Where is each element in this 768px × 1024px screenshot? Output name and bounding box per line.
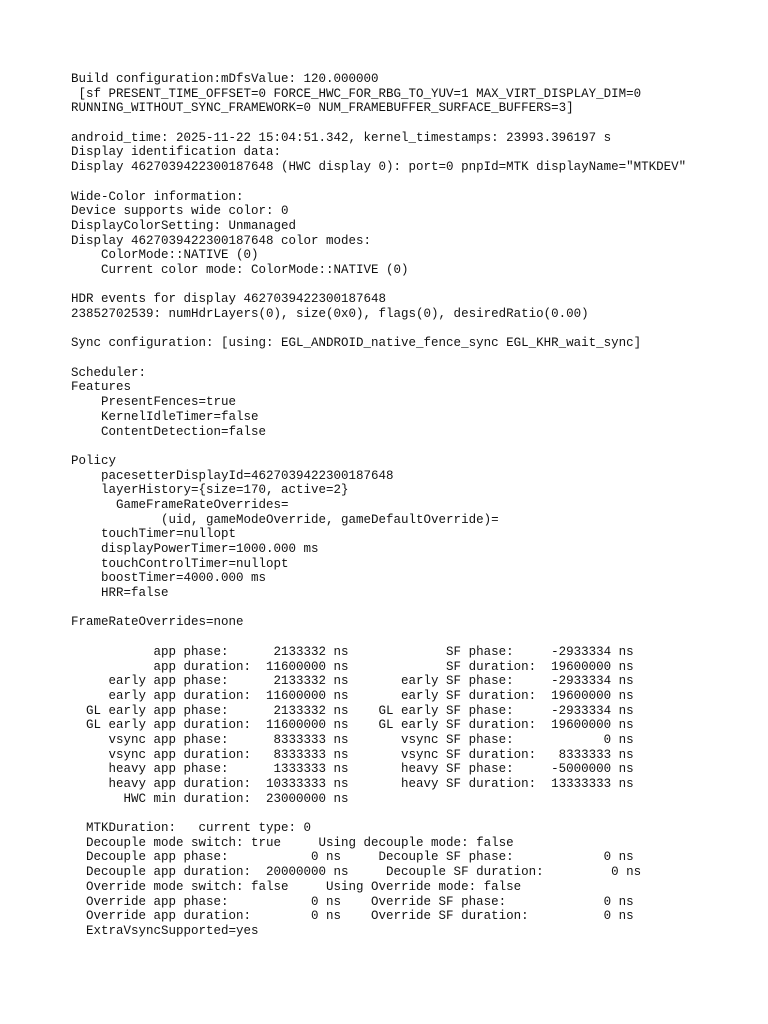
dump-line: Override mode switch: false Using Override mode: false — [71, 879, 522, 894]
dump-line: app phase: 2133332 ns SF phase: -2933334 ns — [71, 644, 634, 659]
sysdump-text — [71, 72, 686, 939]
dump-line: Display 4627039422300187648 (HWC display 0): port=0 pnpId=MTK displayName="MTKDEV" — [71, 160, 687, 175]
dump-line — [71, 439, 686, 454]
dump-line — [71, 322, 686, 337]
dump-line — [71, 116, 686, 131]
dump-line — [71, 351, 686, 366]
dump-line — [71, 806, 686, 821]
dump-line — [71, 175, 686, 190]
dump-line — [71, 630, 686, 645]
dump-line: touchControlTimer=nullopt — [71, 556, 289, 571]
dump-line: Decouple app phase: 0 ns Decouple SF phase: 0 ns — [71, 850, 634, 865]
dump-line: early app duration: 11600000 ns early SF duration: 19600000 ns — [71, 688, 634, 703]
dump-line: HDR events for display 4627039422300187648 — [71, 292, 387, 307]
dump-line: KernelIdleTimer=false — [71, 409, 259, 424]
dump-line: HRR=false — [71, 586, 169, 601]
dump-line: DisplayColorSetting: Unmanaged — [71, 218, 297, 233]
dump-line: Features — [71, 380, 132, 395]
dump-line: android_time: 2025-11-22 15:04:51.342, kernel_timestamps: 23993.396197 s — [71, 130, 612, 145]
dump-line: Override app phase: 0 ns Override SF phase: 0 ns — [71, 894, 634, 909]
dump-line: early app phase: 2133332 ns early SF phase: -2933334 ns — [71, 674, 634, 689]
dump-line: Decouple mode switch: true Using decouple mode: false — [71, 835, 514, 850]
dump-line: GL early app duration: 11600000 ns GL early SF duration: 19600000 ns — [71, 718, 634, 733]
dump-line: ColorMode::NATIVE (0) — [71, 248, 259, 263]
dump-line: GL early app phase: 2133332 ns GL early SF phase: -2933334 ns — [71, 703, 634, 718]
dump-line: Decouple app duration: 20000000 ns Decouple SF duration: 0 ns — [71, 865, 642, 880]
dump-line: [sf PRESENT_TIME_OFFSET=0 FORCE_HWC_FOR_RBG_TO_YUV=1 MAX_VIRT_DISPLAY_DIM=0 — [71, 86, 642, 101]
dump-line: Display identification data: — [71, 145, 282, 160]
dump-line: Current color mode: ColorMode::NATIVE (0) — [71, 262, 409, 277]
dump-line: vsync app duration: 8333333 ns vsync SF duration: 8333333 ns — [71, 747, 634, 762]
dump-line: PresentFences=true — [71, 395, 237, 410]
dump-line: Scheduler: — [71, 365, 147, 380]
dump-line: MTKDuration: current type: 0 — [71, 821, 312, 836]
dump-line: Sync configuration: [using: EGL_ANDROID_native_fence_sync EGL_KHR_wait_sync] — [71, 336, 642, 351]
dump-line: Build configuration:mDfsValue: 120.000000 — [71, 72, 379, 86]
dump-line: Policy — [71, 453, 117, 468]
dump-line: ContentDetection=false — [71, 424, 267, 439]
dump-line: app duration: 11600000 ns SF duration: 19600000 ns — [71, 659, 634, 674]
dump-line: FrameRateOverrides=none — [71, 615, 244, 630]
dump-line: heavy app phase: 1333333 ns heavy SF phase: -5000000 ns — [71, 762, 634, 777]
dump-line: displayPowerTimer=1000.000 ms — [71, 542, 319, 556]
dump-line: Display 4627039422300187648 color modes: — [71, 233, 372, 248]
dump-line: touchTimer=nullopt — [71, 527, 237, 542]
dump-line: Override app duration: 0 ns Override SF duration: 0 ns — [71, 909, 634, 924]
dump-line — [71, 278, 686, 293]
dump-line: RUNNING_WITHOUT_SYNC_FRAMEWORK=0 NUM_FRAMEBUFFER_SURFACE_BUFFERS=3] — [71, 101, 574, 116]
dump-line: (uid, gameModeOverride, gameDefaultOverride)= — [71, 512, 499, 527]
dump-line: Device supports wide color: 0 — [71, 204, 289, 219]
dump-line — [71, 601, 686, 616]
dump-line: heavy app duration: 10333333 ns heavy SF duration: 13333333 ns — [71, 777, 634, 791]
dump-line: GameFrameRateOverrides= — [71, 497, 289, 512]
dump-line: boostTimer=4000.000 ms — [71, 571, 267, 586]
dump-line: HWC min duration: 23000000 ns — [71, 791, 349, 806]
dump-line: pacesetterDisplayId=4627039422300187648 — [71, 468, 394, 483]
dump-line: ExtraVsyncSupported=yes — [71, 923, 259, 938]
dump-line: Wide-Color information: — [71, 189, 244, 204]
dump-line: layerHistory={size=170, active=2} — [71, 483, 349, 498]
dump-line: vsync app phase: 8333333 ns vsync SF phase: 0 ns — [71, 732, 634, 747]
dump-line: 23852702539: numHdrLayers(0), size(0x0), flags(0), desiredRatio(0.00) — [71, 307, 589, 321]
